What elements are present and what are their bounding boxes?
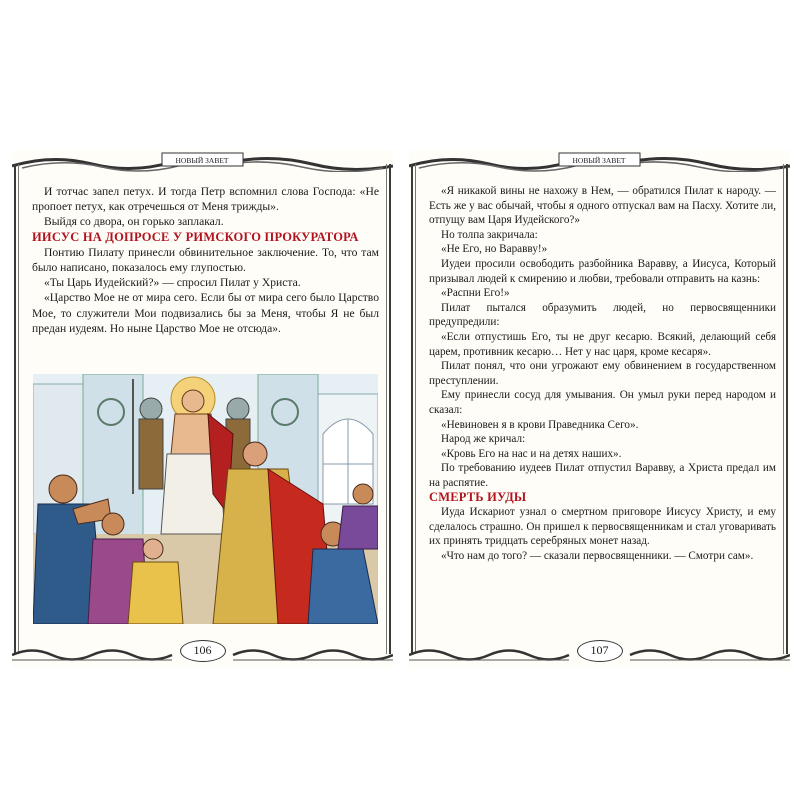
top-ornament: [12, 150, 393, 172]
top-ornament: [409, 150, 790, 172]
paragraph: Ему принесли сосуд для умывания. Он умыл руки перед народом и сказал:: [429, 389, 776, 416]
paragraph: Выйдя со двора, он горько заплакал.: [44, 215, 224, 229]
header-label: НОВЫЙ ЗАВЕТ: [572, 156, 626, 165]
paragraph: «Невиновен я в крови Праведника Сего».: [441, 418, 639, 431]
paragraph: «Распни Его!»: [441, 287, 510, 300]
paragraph: «Кровь Его на нас и на детях наших».: [441, 447, 622, 460]
right-text: [429, 184, 776, 563]
paragraph: Понтию Пилату принесли обвинительное заключение. То, что там было написано, показалось ему глупостью.: [32, 245, 379, 275]
paragraph: Иудеи просили освободить разбойника Варавву, а Иисуса, Который призывал людей к смирению и любви, требовали отправить на казнь:: [429, 257, 776, 285]
paragraph: Иуда Искариот узнал о смертном приговоре Иисусу Христу, и ему сделалось страшно. Он пришел к первосвященникам и стал уговаривать их принять тридцать серебряных монет назад.: [429, 506, 776, 548]
paragraph: Пилат понял, что они угрожают ему обвинением в государственном преступлении.: [429, 360, 776, 387]
left-text-top: [32, 184, 379, 336]
section-heading: ИИСУС НА ДОПРОСЕ У РИМСКОГО ПРОКУРАТОРА: [32, 229, 359, 244]
paragraph: Пилат пытался образумить людей, но первосвященники предупредили:: [429, 301, 776, 329]
paragraph: «Я никакой вины не нахожу в Нем, — обратился Пилат к народу. — Есть же у вас обычай, чтобы я одного отпускал вам на Пасху. Хотите ли, отпущу вам Царя Иудейского?»: [429, 185, 776, 227]
right-page: [409, 150, 790, 668]
left-page: [12, 150, 393, 668]
paragraph: Народ же кричал:: [441, 433, 526, 446]
section-heading: СМЕРТЬ ИУДЫ: [429, 490, 527, 505]
paragraph: Но толпа закричала:: [441, 228, 538, 241]
paragraph: И тотчас запел петух. И тогда Петр вспомнил слова Господа: «Не пропоет петух, как отречешься от Меня трижды».: [32, 185, 379, 214]
page-number: 106: [180, 640, 226, 662]
page-number: 107: [577, 640, 623, 662]
paragraph: «Ты Царь Иудейский?» — спросил Пилат у Христа.: [44, 276, 301, 290]
pilate-illustration: [33, 374, 378, 624]
paragraph: «Не Его, но Варавву!»: [441, 243, 548, 256]
paragraph: «Если отпустишь Его, ты не друг кесарю. Всякий, делающий себя царем, противник кесарю… Нет у нас царя, кроме кесаря».: [429, 330, 776, 358]
paragraph: По требованию иудеев Пилат отпустил Варавву, а Христа предал им на распятие.: [429, 462, 776, 489]
paragraph: «Царство Мое не от мира сего. Если бы от мира сего было Царство Мое, то служители Мои подвизались бы за Меня, чтобы Я не был предан иудеям. Но ныне Царство Мое не отсюда».: [32, 291, 379, 335]
paragraph: «Что нам до того? — сказали первосвященники. — Смотри сам».: [441, 549, 754, 562]
header-label: НОВЫЙ ЗАВЕТ: [175, 156, 229, 165]
